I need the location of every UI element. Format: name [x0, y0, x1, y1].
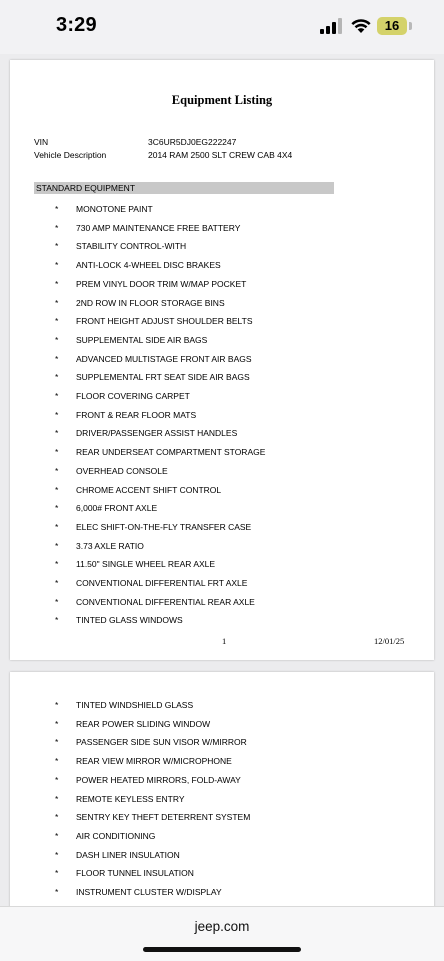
bullet-icon: *	[55, 503, 59, 514]
document-page-2	[10, 672, 434, 912]
cellular-signal-icon	[320, 18, 342, 34]
document-page-1	[10, 60, 434, 660]
list-item	[10, 794, 434, 806]
vin-label: VIN	[34, 137, 49, 147]
list-item	[10, 719, 434, 731]
list-item	[10, 615, 434, 627]
list-item	[10, 756, 434, 768]
bullet-icon: *	[55, 372, 59, 383]
list-item-text: 3.73 AXLE RATIO	[76, 540, 144, 551]
list-item	[10, 522, 434, 534]
bullet-icon: *	[55, 849, 59, 860]
vin-value: 3C6UR5DJ0EG222247	[148, 137, 237, 147]
list-item-text: CHROME ACCENT SHIFT CONTROL	[76, 484, 222, 495]
list-item	[10, 204, 434, 216]
bullet-icon: *	[55, 540, 59, 551]
bullet-icon: *	[55, 409, 59, 420]
vehicle-description-value: 2014 RAM 2500 SLT CREW CAB 4X4	[148, 150, 293, 160]
list-item	[10, 316, 434, 328]
section-header: STANDARD EQUIPMENT	[34, 182, 334, 194]
list-item	[10, 887, 434, 899]
list-item-text: STABILITY CONTROL-WITH	[76, 241, 187, 252]
bullet-icon: *	[55, 353, 59, 364]
list-item-text: FRONT & REAR FLOOR MATS	[76, 409, 197, 420]
list-item	[10, 410, 434, 422]
bullet-icon: *	[55, 391, 59, 401]
list-item-text: 730 AMP MAINTENANCE FREE BATTERY	[76, 222, 241, 233]
vehicle-description-label: Vehicle Description	[34, 150, 107, 160]
bullet-icon: *	[55, 428, 59, 439]
list-item	[10, 298, 434, 310]
list-item	[10, 391, 434, 403]
list-item	[10, 372, 434, 384]
list-item	[10, 354, 434, 366]
list-item-text: TINTED GLASS WINDOWS	[76, 615, 183, 626]
page-date: 12/01/25	[374, 636, 405, 646]
bullet-icon: *	[55, 222, 59, 233]
list-item	[10, 503, 434, 515]
bullet-icon: *	[55, 812, 59, 823]
list-item	[10, 775, 434, 787]
list-item	[10, 812, 434, 824]
list-item-text: 2ND ROW IN FLOOR STORAGE BINS	[76, 297, 225, 308]
bullet-icon: *	[55, 596, 59, 607]
list-item	[10, 737, 434, 749]
list-item-text: TINTED WINDSHIELD GLASS	[76, 700, 194, 710]
bullet-icon: *	[55, 756, 59, 767]
list-item	[10, 223, 434, 235]
battery-icon: 16	[377, 17, 407, 35]
list-item-text: SENTRY KEY THEFT DETERRENT SYSTEM	[76, 812, 251, 823]
list-item	[10, 260, 434, 272]
list-item-text: OVERHEAD CONSOLE	[76, 465, 168, 476]
bullet-icon: *	[55, 615, 59, 626]
list-item	[10, 541, 434, 553]
list-item	[10, 279, 434, 291]
list-item-text: AIR CONDITIONING	[76, 830, 156, 841]
list-item-text: 11.50" SINGLE WHEEL REAR AXLE	[76, 559, 216, 570]
list-item	[10, 578, 434, 590]
list-item-text: PASSENGER SIDE SUN VISOR W/MIRROR	[76, 737, 247, 748]
list-item-text: REAR POWER SLIDING WINDOW	[76, 718, 211, 729]
bullet-icon: *	[55, 447, 59, 458]
bullet-icon: *	[55, 559, 59, 570]
document-title: Equipment Listing	[171, 93, 273, 107]
list-item-text: REMOTE KEYLESS ENTRY	[76, 793, 185, 804]
bullet-icon: *	[55, 521, 59, 532]
list-item-text: MONOTONE PAINT	[76, 204, 153, 214]
list-item-text: CONVENTIONAL DIFFERENTIAL REAR AXLE	[76, 596, 255, 607]
bullet-icon: *	[55, 484, 59, 495]
bullet-icon: *	[55, 334, 59, 345]
bullet-icon: *	[55, 278, 59, 289]
list-item-text: CONVENTIONAL DIFFERENTIAL FRT AXLE	[76, 578, 248, 588]
bullet-icon: *	[55, 578, 59, 588]
list-item-text: ANTI-LOCK 4-WHEEL DISC BRAKES	[76, 260, 221, 271]
battery-tip	[409, 22, 412, 30]
list-item	[10, 559, 434, 571]
wifi-icon	[350, 16, 372, 34]
list-item	[10, 868, 434, 880]
page-number: 1	[222, 636, 227, 646]
bullet-icon: *	[55, 830, 59, 841]
bullet-icon: *	[55, 887, 59, 897]
list-item-text: INSTRUMENT CLUSTER W/DISPLAY	[76, 887, 222, 897]
list-item	[10, 831, 434, 843]
bullet-icon: *	[55, 297, 59, 308]
list-item-text: REAR UNDERSEAT COMPARTMENT STORAGE	[76, 447, 266, 458]
list-item	[10, 466, 434, 478]
list-item-text: REAR VIEW MIRROR W/MICROPHONE	[76, 756, 232, 767]
list-item	[10, 335, 434, 347]
list-item	[10, 241, 434, 253]
list-item-text: POWER HEATED MIRRORS, FOLD-AWAY	[76, 774, 241, 785]
list-item	[10, 447, 434, 459]
status-time: 3:29	[56, 14, 97, 36]
list-item-text: SUPPLEMENTAL SIDE AIR BAGS	[76, 334, 208, 345]
bullet-icon: *	[55, 868, 59, 879]
list-item-text: FRONT HEIGHT ADJUST SHOULDER BELTS	[76, 316, 253, 327]
list-item-text: FLOOR COVERING CARPET	[76, 391, 190, 401]
bullet-icon: *	[55, 204, 59, 214]
list-item	[10, 850, 434, 862]
bullet-icon: *	[55, 700, 59, 710]
list-item-text: 6,000# FRONT AXLE	[76, 503, 158, 514]
list-item-text: FLOOR TUNNEL INSULATION	[76, 868, 194, 879]
list-item-text: ADVANCED MULTISTAGE FRONT AIR BAGS	[76, 353, 252, 364]
list-item	[10, 485, 434, 497]
bullet-icon: *	[55, 793, 59, 804]
bullet-icon: *	[55, 260, 59, 271]
list-item-text: PREM VINYL DOOR TRIM W/MAP POCKET	[76, 278, 247, 289]
bullet-icon: *	[55, 774, 59, 785]
url-bar[interactable]: jeep.com	[194, 919, 250, 934]
bullet-icon: *	[55, 316, 59, 327]
bullet-icon: *	[55, 718, 59, 729]
browser-bottom-bar	[0, 906, 444, 961]
list-item	[10, 428, 434, 440]
list-item-text: DASH LINER INSULATION	[76, 849, 180, 860]
list-item	[10, 700, 434, 712]
list-item-text: DRIVER/PASSENGER ASSIST HANDLES	[76, 428, 238, 439]
bullet-icon: *	[55, 737, 59, 748]
status-bar	[0, 0, 444, 54]
home-indicator[interactable]	[143, 947, 301, 952]
bullet-icon: *	[55, 465, 59, 476]
bullet-icon: *	[55, 241, 59, 252]
list-item-text: ELEC SHIFT-ON-THE-FLY TRANSFER CASE	[76, 521, 252, 532]
list-item	[10, 597, 434, 609]
list-item-text: SUPPLEMENTAL FRT SEAT SIDE AIR BAGS	[76, 372, 250, 383]
